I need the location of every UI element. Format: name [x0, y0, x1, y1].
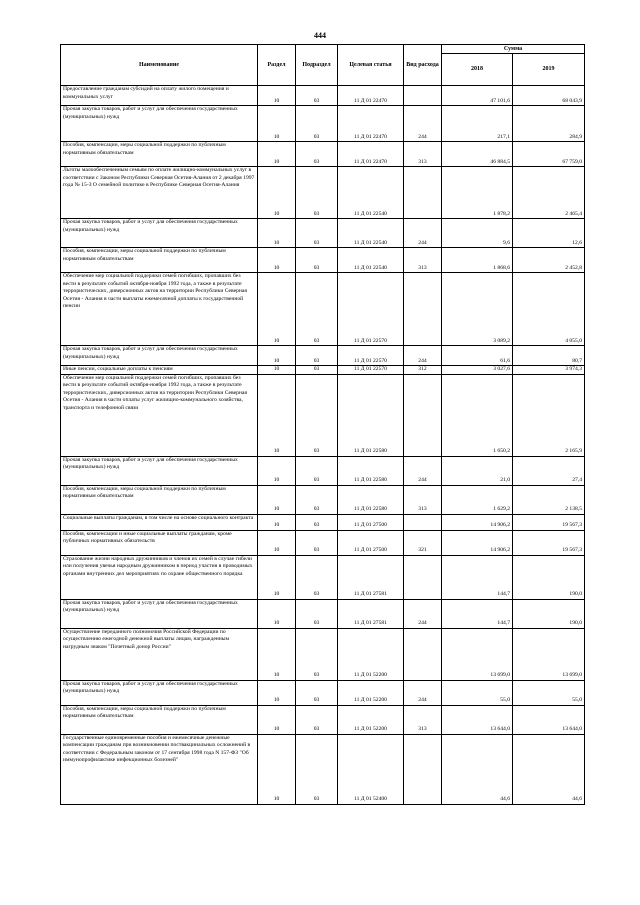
- row-value-2018: 46 884,5: [442, 142, 513, 167]
- table-row: [61, 705, 585, 734]
- row-name: Осуществление переданного полномочия Российской Федерации по осуществлению ежегодной денежной выплаты лицам, награжденным нагрудным знаком "Почетный донор России": [61, 628, 258, 680]
- row-value-2019: 13 644,0: [513, 705, 585, 734]
- header-year-2018: 2018: [442, 54, 513, 86]
- table-row: [61, 734, 585, 804]
- row-name: Пособия, компенсации, меры социальной поддержки по публичным нормативным обязательствам: [61, 485, 258, 514]
- table-body: [61, 86, 585, 805]
- row-subsection: 03: [296, 273, 338, 346]
- row-name: Прочая закупка товаров, работ и услуг для обеспечения государственных (муниципальных) нужд: [61, 456, 258, 485]
- row-value-2018: 9,6: [442, 219, 513, 248]
- row-subsection: 03: [296, 167, 338, 219]
- table-row: [61, 456, 585, 485]
- table-row: [61, 106, 585, 142]
- row-value-2019: 2 138,5: [513, 485, 585, 514]
- row-value-2019: 80,7: [513, 346, 585, 366]
- row-value-2018: 47 101,6: [442, 86, 513, 106]
- row-subsection: 03: [296, 106, 338, 142]
- row-value-2018: 61,6: [442, 346, 513, 366]
- row-section: 10: [258, 142, 296, 167]
- row-expense-type: [404, 374, 442, 456]
- row-target: 11 Д 01 52200: [338, 680, 404, 705]
- row-value-2018: 14 906,2: [442, 514, 513, 530]
- row-section: 10: [258, 555, 296, 599]
- table-row: [61, 248, 585, 273]
- row-subsection: 03: [296, 514, 338, 530]
- row-target: 11 Д 01 22580: [338, 456, 404, 485]
- row-section: 10: [258, 167, 296, 219]
- row-expense-type: 244: [404, 106, 442, 142]
- row-value-2019: 2 165,9: [513, 374, 585, 456]
- table-row: [61, 599, 585, 628]
- table-row: [61, 142, 585, 167]
- row-value-2019: 19 567,3: [513, 530, 585, 555]
- row-section: 10: [258, 680, 296, 705]
- row-name: Обеспечение мер социальной поддержки семей погибших, пропавших без вести в результате событий октября-ноября 1992 года, а также в результате террористических, диверсионных актов на территории Республики Северная Осетия - Алания в части оплаты услуг жилищно-коммунального хозяйства, транспорта и телефонной связи: [61, 374, 258, 456]
- row-section: 10: [258, 705, 296, 734]
- table-row: [61, 485, 585, 514]
- row-expense-type: 244: [404, 680, 442, 705]
- row-section: 10: [258, 86, 296, 106]
- row-value-2019: 4 055,0: [513, 273, 585, 346]
- row-name: Пособия, компенсации, меры социальной поддержки по публичным нормативным обязательствам: [61, 705, 258, 734]
- row-section: 10: [258, 485, 296, 514]
- table-row: [61, 167, 585, 219]
- row-expense-type: 313: [404, 142, 442, 167]
- row-name: Прочая закупка товаров, работ и услуг для обеспечения государственных (муниципальных) нужд: [61, 599, 258, 628]
- row-target: 11 Д 01 22540: [338, 219, 404, 248]
- row-subsection: 03: [296, 374, 338, 456]
- table-row: [61, 86, 585, 106]
- row-name: Прочая закупка товаров, работ и услуг для обеспечения государственных (муниципальных) нужд: [61, 219, 258, 248]
- header-expense-type: Вид расхода: [404, 45, 442, 86]
- row-target: 11 Д 01 27500: [338, 514, 404, 530]
- row-name: Страхование жизни народных дружинников и членов их семей в случае гибели или получения увечья народным дружинником в период участия в проводимых органами внутренних дел мероприятиях по охране общественного порядка: [61, 555, 258, 599]
- table-row: [61, 366, 585, 375]
- row-value-2018: 55,0: [442, 680, 513, 705]
- row-value-2018: 44,6: [442, 734, 513, 804]
- table-row: [61, 680, 585, 705]
- row-value-2019: 284,9: [513, 106, 585, 142]
- row-expense-type: 313: [404, 248, 442, 273]
- row-subsection: 03: [296, 456, 338, 485]
- header-name: Наименование: [61, 45, 258, 86]
- row-expense-type: 244: [404, 219, 442, 248]
- row-target: 11 Д 01 52200: [338, 628, 404, 680]
- row-target: 11 Д 01 22580: [338, 374, 404, 456]
- row-value-2019: 44,6: [513, 734, 585, 804]
- row-expense-type: [404, 167, 442, 219]
- row-expense-type: 244: [404, 456, 442, 485]
- row-value-2019: 3 974,3: [513, 366, 585, 375]
- row-section: 10: [258, 456, 296, 485]
- row-section: 10: [258, 106, 296, 142]
- row-section: 10: [258, 530, 296, 555]
- row-name: Льготы малообеспеченным семьям по оплате жилищно-коммунальных услуг в соответствии с Законом Республики Северная Осетия-Алания от 2 декабря 1997 года № 15-З О семейной политике в Республике Северная Осетия-Алания: [61, 167, 258, 219]
- row-value-2019: 2 465,4: [513, 167, 585, 219]
- row-value-2019: 190,0: [513, 555, 585, 599]
- row-value-2019: 27,4: [513, 456, 585, 485]
- row-value-2019: 68 043,9: [513, 86, 585, 106]
- row-value-2019: 12,6: [513, 219, 585, 248]
- row-value-2018: 13 699,0: [442, 628, 513, 680]
- row-value-2018: 13 644,0: [442, 705, 513, 734]
- row-name: Обеспечение мер социальной поддержки семей погибших, пропавших без вести в результате событий октября-ноября 1992 года, а также в результате террористических, диверсионных актов на территории Республики Северная Осетия - Алания в части выплаты ежемесячной доплаты к государственной пенсии: [61, 273, 258, 346]
- row-target: 11 Д 01 27500: [338, 530, 404, 555]
- row-subsection: 03: [296, 628, 338, 680]
- table-row: [61, 219, 585, 248]
- row-name: Иные пенсии, социальные доплаты к пенсиям: [61, 366, 258, 375]
- row-target: 11 Д 01 22570: [338, 346, 404, 366]
- row-name: Прочая закупка товаров, работ и услуг для обеспечения государственных (муниципальных) нужд: [61, 106, 258, 142]
- table-row: [61, 374, 585, 456]
- row-section: 10: [258, 628, 296, 680]
- row-expense-type: 244: [404, 346, 442, 366]
- row-value-2018: 3 089,2: [442, 273, 513, 346]
- row-section: 10: [258, 374, 296, 456]
- row-value-2018: 144,7: [442, 599, 513, 628]
- row-subsection: 03: [296, 219, 338, 248]
- row-target: 11 Д 01 52400: [338, 734, 404, 804]
- row-target: 11 Д 01 22570: [338, 366, 404, 375]
- row-subsection: 03: [296, 705, 338, 734]
- page-number: 444: [314, 31, 326, 40]
- header-sum: Сумма: [442, 45, 585, 54]
- row-section: 10: [258, 734, 296, 804]
- row-name: Прочая закупка товаров, работ и услуг для обеспечения государственных (муниципальных) нужд: [61, 346, 258, 366]
- header-section: Раздел: [258, 45, 296, 86]
- header-year-2019: 2019: [513, 54, 585, 86]
- row-target: 11 Д 01 27581: [338, 599, 404, 628]
- row-name: Пособия, компенсации и иные социальные выплаты гражданам, кроме публичных нормативных обязательств: [61, 530, 258, 555]
- row-value-2018: 1 650,2: [442, 374, 513, 456]
- row-expense-type: [404, 273, 442, 346]
- header-target: Целевая статья: [338, 45, 404, 86]
- row-expense-type: 313: [404, 705, 442, 734]
- row-name: Пособия, компенсации, меры социальной поддержки по публичным нормативным обязательствам: [61, 142, 258, 167]
- row-section: 10: [258, 219, 296, 248]
- row-subsection: 03: [296, 555, 338, 599]
- row-expense-type: [404, 86, 442, 106]
- row-value-2019: 67 759,0: [513, 142, 585, 167]
- row-value-2019: 19 567,3: [513, 514, 585, 530]
- row-name: Предоставление гражданам субсидий на оплату жилого помещения и коммунальных услуг: [61, 86, 258, 106]
- header-subsection: Подраздел: [296, 45, 338, 86]
- row-value-2019: 13 699,0: [513, 628, 585, 680]
- row-value-2018: 144,7: [442, 555, 513, 599]
- table-row: [61, 530, 585, 555]
- row-expense-type: [404, 555, 442, 599]
- table-row: [61, 555, 585, 599]
- row-target: 11 Д 01 52200: [338, 705, 404, 734]
- row-expense-type: 244: [404, 599, 442, 628]
- budget-table: [60, 44, 585, 805]
- row-subsection: 03: [296, 485, 338, 514]
- row-target: 11 Д 01 22470: [338, 106, 404, 142]
- row-value-2019: 190,0: [513, 599, 585, 628]
- row-value-2018: 21,0: [442, 456, 513, 485]
- row-target: 11 Д 01 22540: [338, 167, 404, 219]
- row-expense-type: 321: [404, 530, 442, 555]
- row-expense-type: [404, 628, 442, 680]
- row-expense-type: [404, 734, 442, 804]
- row-subsection: 03: [296, 346, 338, 366]
- row-target: 11 Д 01 22540: [338, 248, 404, 273]
- row-section: 10: [258, 366, 296, 375]
- row-target: 11 Д 01 22470: [338, 86, 404, 106]
- row-target: 11 Д 01 22580: [338, 485, 404, 514]
- row-subsection: 03: [296, 86, 338, 106]
- row-expense-type: 312: [404, 366, 442, 375]
- row-value-2018: 1 629,2: [442, 485, 513, 514]
- row-section: 10: [258, 599, 296, 628]
- row-value-2018: 1 878,2: [442, 167, 513, 219]
- row-target: 11 Д 01 27581: [338, 555, 404, 599]
- row-value-2018: 1 868,6: [442, 248, 513, 273]
- row-subsection: 03: [296, 142, 338, 167]
- row-section: 10: [258, 514, 296, 530]
- row-name: Государственные единовременные пособия и ежемесячные денежные компенсации гражданам при возникновении поствакцинальных осложнений в соответствии с Федеральным законом от 17 сентября 1998 года N 157-ФЗ "Об иммунопрофилактике инфекционных болезней": [61, 734, 258, 804]
- row-name: Пособия, компенсации, меры социальной поддержки по публичным нормативным обязательствам: [61, 248, 258, 273]
- row-value-2018: 3 027,6: [442, 366, 513, 375]
- row-value-2019: 2 452,8: [513, 248, 585, 273]
- table-row: [61, 346, 585, 366]
- row-value-2018: 217,1: [442, 106, 513, 142]
- row-expense-type: [404, 514, 442, 530]
- row-subsection: 03: [296, 599, 338, 628]
- row-subsection: 03: [296, 680, 338, 705]
- row-target: 11 Д 01 22570: [338, 273, 404, 346]
- table-row: [61, 628, 585, 680]
- row-section: 10: [258, 346, 296, 366]
- row-value-2018: 14 906,2: [442, 530, 513, 555]
- row-name: Прочая закупка товаров, работ и услуг для обеспечения государственных (муниципальных) нужд: [61, 680, 258, 705]
- row-name: Социальные выплаты гражданам, в том числе на основе социального контракта: [61, 514, 258, 530]
- row-section: 10: [258, 273, 296, 346]
- table-row: [61, 514, 585, 530]
- table-header: [61, 45, 585, 86]
- row-value-2019: 55,0: [513, 680, 585, 705]
- row-subsection: 03: [296, 734, 338, 804]
- row-subsection: 03: [296, 366, 338, 375]
- row-expense-type: 313: [404, 485, 442, 514]
- row-section: 10: [258, 248, 296, 273]
- row-subsection: 03: [296, 530, 338, 555]
- row-subsection: 03: [296, 248, 338, 273]
- table-row: [61, 273, 585, 346]
- row-target: 11 Д 01 22470: [338, 142, 404, 167]
